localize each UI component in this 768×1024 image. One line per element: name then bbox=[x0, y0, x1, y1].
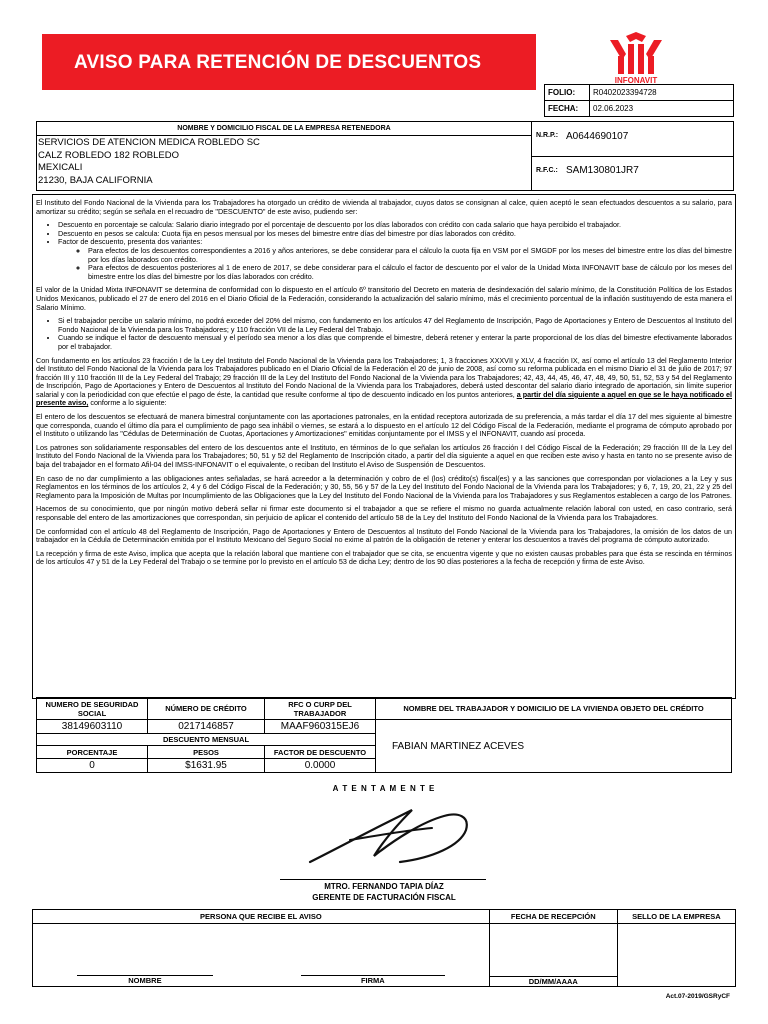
rfc-box bbox=[531, 156, 734, 191]
sub-list-item: ◦ Para efectos de los descuentos correspondientes a 2016 y años anteriores, se debe considerar para el cálculo la cuota fija en VSM por el SMGDF por los meses del bimestre entre los días del bimestre por los días laborados con crédito. bbox=[88, 247, 732, 264]
signer-title: GERENTE DE FACTURACIÓN FISCAL bbox=[312, 893, 456, 902]
paragraph-text: Con fundamento en los artículos 23 fracción I de la Ley del Instituto del Fondo Nacional de la Vivienda para los Trabajadores; 1, 3 fracciones XXXVII y XLV, 4 fracción IX, así como el artículo 13 del Reglamento Interior del Instituto del Fondo Nacional de la Vivienda para los Trabajadores publicado en el Diario Oficial de la Federación el 20 de junio de 2008, así como su reforma publicada en el mismo Diario el 31 de julio de 2017; 97 fracción III y 110 fracción III de la Ley Federal del Trabajo; 29 fracción III de la Ley del Instituto del Fondo Nacional de la Vivienda para los Trabajadores; 42, 43, 44, 45, 46, 47, 48, 49, 50, 51, 52, 53 y 54 del Reglamento de Inscripción, Pago de Aportaciones y Entero de Descuentos al Instituto del Fondo Nacional de la Vivienda para los Trabajadores, deberá usted descontar del salario diario integrado de aportación, sin límite superior salarial y con la periodicidad con que efectúe el pago de éste, la cantidad que resulte conforme al tipo de descuento indicado en los puntos anteriores, bbox=[36, 355, 732, 399]
nrp-box bbox=[531, 121, 734, 157]
list-item: • Descuento en pesos se calcula: Cuota fija en pesos mensual por los meses del bimestre entre días del bimestre por días laborados con crédito. bbox=[58, 230, 732, 239]
paragraph: La recepción y firma de este Aviso, implica que acepta que la relación laboral que mantiene con el trabajador que se cita, se encuentra vigente y que no existen causas probables para que ésta se rescinda en términos de los artículos 47 y 51 de la Ley Federal del Trabajo o se termine por lo previsto en el artículo 53 de dicha Ley; dentro de los 90 días posteriores a la fecha de recepción y firma de este Aviso. bbox=[36, 548, 732, 567]
list-item: • Si el trabajador percibe un salario mínimo, no podrá exceder del 20% del mismo, con fundamento en los artículos 47 del Reglamento de Inscripción, Pago de Aportaciones y Entero de Descuentos al Instituto del Fondo Nacional de la Vivienda para los Trabajadores; y 110 fracción VII de la Ley Federal del Trabajo. bbox=[58, 317, 732, 334]
paragraph-text: conforme a lo siguiente: bbox=[90, 398, 167, 408]
paragraph: Los patrones son solidariamente responsables del entero de los descuentos ante el Instituto, en términos de lo que señalan los artículos 26 fracción I del Código Fiscal de la Federación; 29 fracción III de la Ley del Instituto del Fondo Nacional de la Vivienda para los Trabajadores; 50, 51 y 52 del Reglamento de Inscripción citado, a partir del día siguiente a aquel en que reciben este aviso y hasta en tanto no se presente aviso de baja del trabajador en el formato Afil-04 del IMSS-INFONAVIT o el equivalente, o reciban del Instituto el Aviso de Suspensión de Descuentos. bbox=[36, 442, 732, 470]
list-item-text: Factor de descuento, presenta dos variantes: bbox=[58, 237, 203, 247]
signer-name: MTRO. FERNANDO TAPIA DÍAZ bbox=[324, 882, 444, 891]
sub-list-item: ◦ Para efectos de descuentos posteriores al 1 de enero de 2017, se debe considerar para el cálculo el factor de descuento por el valor de la Unidad Mixta INFONAVIT base de cálculo por los meses del bimestre entre los días del bimestre por los días laborados con crédito. bbox=[88, 264, 732, 281]
credito-value: 0217146857 bbox=[148, 720, 265, 734]
paragraph-emphasis: a partir del día siguiente a aquel en que se le haya notificado el presente aviso, bbox=[36, 389, 732, 408]
empresa-line: SERVICIOS DE ATENCION MEDICA ROBLEDO SC bbox=[38, 137, 260, 148]
title-banner bbox=[42, 34, 536, 90]
folio-value: R0402023394728 bbox=[590, 85, 734, 101]
header-descuento: DESCUENTO MENSUAL bbox=[37, 734, 376, 746]
logo-text: INFONAVIT bbox=[614, 76, 658, 85]
folio-table bbox=[544, 84, 734, 117]
atentamente-label: A T E N T A M E N T E bbox=[332, 784, 436, 793]
header-credito: NÚMERO DE CRÉDITO bbox=[148, 698, 265, 720]
pesos-value: $1631.95 bbox=[148, 759, 265, 773]
rfc-label: R.F.C.: bbox=[536, 167, 558, 174]
paragraph: El entero de los descuentos se efectuará de manera bimestral conjuntamente con las aportaciones patronales, en la entidad receptora autorizada de su preferencia, a más tardar el día 17 del mes siguiente al bimestre que corresponda, cuando el último día para el cumplimiento de pago sea inhábil o viernes, se estará a lo dispuesto en el artículo 12 del Código Fiscal de la Federación, mediante el programa de cómputo aprobado por el Instituto o utilizando las "Cédulas de Determinación de Cuotas, Aportaciones y Amortizaciones" emitidas conjuntamente por el IMSS y el INFONAVIT, cuando así proceda. bbox=[36, 412, 732, 439]
nombre-trabajador-value: FABIAN MARTINEZ ACEVES bbox=[376, 720, 732, 773]
fecha-recepcion-cell bbox=[489, 924, 617, 987]
paragraph: En caso de no dar cumplimiento a las obligaciones antes señaladas, se hará acreedor a la determinación y cobro de el (los) crédito(s) fiscal(es) y a las sanciones que correspondan por violaciones a la Ley y sus Reglamentos en los términos de los artículos 2, 4 y 6 del Código Fiscal de la Federación; y 30, 55, 56 y 57 de la Ley del Instituto del Fondo Nacional de la Vivienda para los Trabajadores; y 6, 7, 19, 20, 21, 22 y 25 del Reglamento para la Imposición de Multas por Incumplimiento de las Obligaciones que la Ley del Instituto del Fondo Nacional de la Vivienda para los Trabajadores y sus Reglamentos establecen a cargo de los Patrones. bbox=[36, 473, 732, 500]
conditions-list bbox=[36, 317, 732, 351]
signature-line bbox=[280, 879, 486, 880]
sello-cell bbox=[617, 924, 735, 987]
signature-image bbox=[304, 800, 472, 874]
list-item: • Cuando se indique el factor de descuento mensual y el período sea menor a los días que comprende el bimestre, deberá retener y enterar la parte proporcional de los días del bimestre efectivamente laborados por el trabajador. bbox=[58, 334, 732, 351]
rfc-trabajador-value: MAAF960315EJ6 bbox=[265, 720, 376, 734]
paragraph: De conformidad con el artículo 48 del Reglamento de Inscripción, Pago de Aportaciones y Entero de Descuentos al Instituto del Fondo Nacional de la Vivienda para los Trabajadores, la omisión de los datos de un trabajador en la Cédula de Determinación emitida por el Instituto Mexicano del Seguro Social no exime al patrón de la obligación de retener y enterar los descuentos a través del programa de cómputo autorizado. bbox=[36, 526, 732, 545]
list-item: • Descuento en porcentaje se calcula: Salario diario integrado por el porcentaje de descuento por los días laborados con crédito con cada salario que haya percibido el trabajador. bbox=[58, 221, 732, 230]
reception-table bbox=[32, 909, 736, 987]
header-fecha-recepcion: FECHA DE RECEPCIÓN bbox=[489, 910, 617, 924]
empresa-line: 21230, BAJA CALIFORNIA bbox=[38, 174, 153, 186]
header-nss: NUMERO DE SEGURIDAD SOCIAL bbox=[37, 698, 148, 720]
empresa-line: CALZ ROBLEDO 182 ROBLEDO bbox=[38, 149, 179, 161]
infonavit-logo bbox=[606, 30, 666, 82]
page-title: AVISO PARA RETENCIÓN DE DESCUENTOS bbox=[74, 52, 482, 73]
fecha-label: FECHA: bbox=[545, 101, 590, 117]
empresa-address bbox=[37, 136, 531, 188]
paragraph: El valor de la Unidad Mixta INFONAVIT se determina de conformidad con lo dispuesto en el artículo 6º transitorio del Decreto en materia de desindexación del salario mínimo, de la Constitución Política de los Estados Unidos Mexicanos, publicado el 27 de enero del 2016 en el Diario Oficial de la Federación, considerando la actualización del salario mínimo, más el crecimiento porcentual de la inflación sustituyendo de esta manera el Salario Mínimo. bbox=[36, 285, 732, 312]
nrp-value: A0644690107 bbox=[566, 131, 629, 142]
header-rfc: RFC O CURP DEL TRABAJADOR bbox=[265, 698, 376, 720]
fecha-value: 02.06.2023 bbox=[590, 101, 734, 117]
header-persona: PERSONA QUE RECIBE EL AVISO bbox=[33, 910, 490, 924]
header-nombre: NOMBRE DEL TRABAJADOR Y DOMICILIO DE LA VIVIENDA OBJETO DEL CRÉDITO bbox=[376, 698, 732, 720]
sub-list bbox=[58, 247, 732, 281]
rfc-value: SAM130801JR7 bbox=[566, 165, 639, 176]
paragraph bbox=[36, 357, 732, 409]
paragraph: El Instituto del Fondo Nacional de la Vivienda para los Trabajadores ha otorgado un crédito de vivienda al trabajador, cuyos datos se consignan al calce, quien aceptó le sean efectuados descuentos a su salario, para amortizar su crédito; según se señala en el recuadro de "DESCUENTO" de este aviso, pudiendo ser: bbox=[36, 198, 732, 216]
firma-label: FIRMA bbox=[301, 975, 445, 985]
porcentaje-value: 0 bbox=[37, 759, 148, 773]
persona-cell bbox=[33, 924, 490, 987]
form-code: Act.07-2019/GSRyCF bbox=[665, 993, 730, 1000]
empresa-line: MEXICALI bbox=[38, 162, 83, 173]
header-sello: SELLO DE LA EMPRESA bbox=[617, 910, 735, 924]
worker-table bbox=[36, 697, 732, 773]
factor-value: 0.0000 bbox=[265, 759, 376, 773]
fecha-format-label: DD/MM/AAAA bbox=[490, 976, 617, 986]
header-porcentaje: PORCENTAJE bbox=[37, 746, 148, 759]
header-pesos: PESOS bbox=[148, 746, 265, 759]
list-item bbox=[58, 238, 732, 281]
folio-label: FOLIO: bbox=[545, 85, 590, 101]
discount-types-list bbox=[36, 221, 732, 281]
nss-value: 38149603110 bbox=[37, 720, 148, 734]
nrp-label: N.R.P.: bbox=[536, 132, 559, 139]
header-factor: FACTOR DE DESCUENTO bbox=[265, 746, 376, 759]
body-text bbox=[36, 199, 732, 572]
nombre-label: NOMBRE bbox=[77, 975, 213, 985]
paragraph: Hacemos de su conocimiento, que por ningún motivo deberá sellar ni firmar este documento si el trabajador a que se refiere el mismo no guarda actualmente relación laboral con usted, en caso contrario, será responsable del entero de las amortizaciones que correspondan, sin perjuicio de aplicar el contenido del artículo 58 de la Ley del Instituto del Fondo Nacional de la Vivienda para los Trabajadores. bbox=[36, 504, 732, 522]
empresa-section-title: NOMBRE Y DOMICILIO FISCAL DE LA EMPRESA RETENEDORA bbox=[37, 122, 531, 136]
empresa-box bbox=[36, 121, 532, 191]
